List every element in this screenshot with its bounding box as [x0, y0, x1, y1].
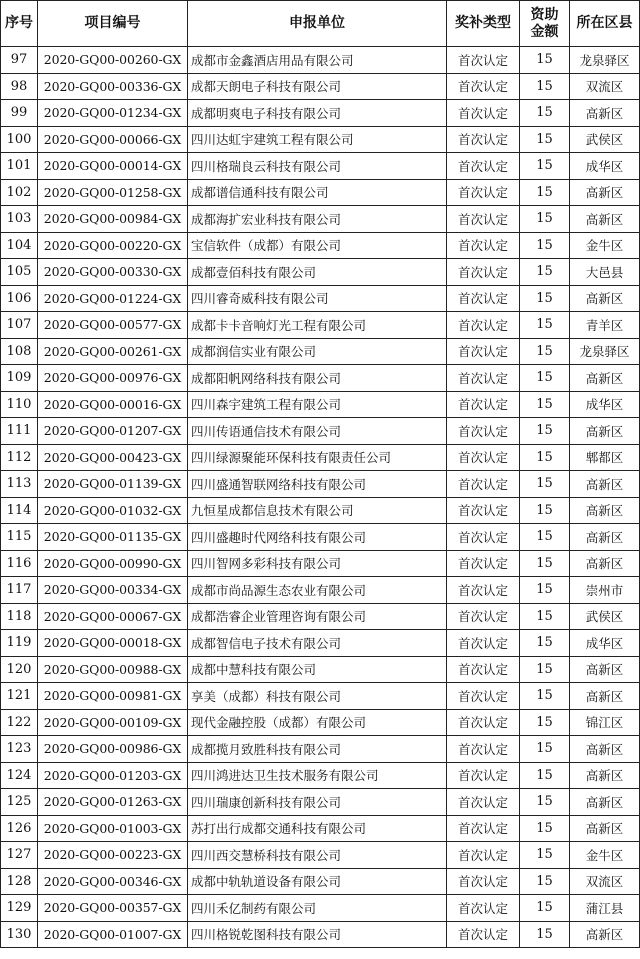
cell-amount: 15 [520, 842, 570, 869]
cell-district: 金牛区 [570, 232, 640, 259]
table-row [1, 47, 640, 74]
cell-code: 2020-GQ00-01007-GX [38, 921, 188, 948]
cell-type: 首次认定 [447, 842, 520, 869]
table-row [1, 921, 640, 948]
cell-no: 100 [1, 126, 38, 153]
cell-code: 2020-GQ00-01258-GX [38, 179, 188, 206]
cell-type: 首次认定 [447, 895, 520, 922]
cell-type: 首次认定 [447, 312, 520, 339]
cell-district: 高新区 [570, 206, 640, 233]
cell-type: 首次认定 [447, 259, 520, 286]
cell-amount: 15 [520, 312, 570, 339]
table-row [1, 153, 640, 180]
cell-unit: 成都天朗电子科技有限公司 [188, 73, 447, 100]
table-row [1, 444, 640, 471]
cell-type: 首次认定 [447, 232, 520, 259]
table-row [1, 815, 640, 842]
cell-code: 2020-GQ00-00260-GX [38, 47, 188, 74]
cell-district: 高新区 [570, 179, 640, 206]
cell-district: 大邑县 [570, 259, 640, 286]
cell-amount: 15 [520, 762, 570, 789]
cell-amount: 15 [520, 365, 570, 392]
cell-district: 金牛区 [570, 842, 640, 869]
cell-district: 高新区 [570, 656, 640, 683]
cell-district: 高新区 [570, 815, 640, 842]
header-amount [520, 1, 570, 47]
cell-type: 首次认定 [447, 365, 520, 392]
cell-no: 107 [1, 312, 38, 339]
cell-code: 2020-GQ00-00357-GX [38, 895, 188, 922]
cell-code: 2020-GQ00-00986-GX [38, 736, 188, 763]
cell-district: 武侯区 [570, 126, 640, 153]
cell-amount: 15 [520, 471, 570, 498]
cell-no: 113 [1, 471, 38, 498]
cell-district: 青羊区 [570, 312, 640, 339]
cell-code: 2020-GQ00-00577-GX [38, 312, 188, 339]
cell-amount: 15 [520, 338, 570, 365]
cell-no: 124 [1, 762, 38, 789]
cell-amount: 15 [520, 656, 570, 683]
cell-district: 高新区 [570, 285, 640, 312]
cell-amount: 15 [520, 391, 570, 418]
cell-code: 2020-GQ00-00018-GX [38, 630, 188, 657]
cell-code: 2020-GQ00-00423-GX [38, 444, 188, 471]
cell-amount: 15 [520, 100, 570, 127]
cell-code: 2020-GQ00-00014-GX [38, 153, 188, 180]
cell-amount: 15 [520, 444, 570, 471]
cell-district: 锦江区 [570, 709, 640, 736]
cell-no: 117 [1, 577, 38, 604]
cell-district: 高新区 [570, 365, 640, 392]
cell-district: 双流区 [570, 73, 640, 100]
table-row [1, 868, 640, 895]
cell-no: 97 [1, 47, 38, 74]
table-row [1, 895, 640, 922]
cell-district: 武侯区 [570, 603, 640, 630]
table-row [1, 577, 640, 604]
cell-no: 109 [1, 365, 38, 392]
cell-type: 首次认定 [447, 444, 520, 471]
table-row [1, 73, 640, 100]
cell-no: 118 [1, 603, 38, 630]
cell-unit: 四川传语通信技术有限公司 [188, 418, 447, 445]
cell-type: 首次认定 [447, 391, 520, 418]
cell-unit: 成都市金鑫酒店用品有限公司 [188, 47, 447, 74]
cell-unit: 享美（成都）科技有限公司 [188, 683, 447, 710]
header-amount-line2: 金额 [530, 23, 559, 40]
table-row [1, 789, 640, 816]
table-row [1, 842, 640, 869]
cell-code: 2020-GQ00-01234-GX [38, 100, 188, 127]
cell-no: 127 [1, 842, 38, 869]
cell-no: 128 [1, 868, 38, 895]
cell-no: 99 [1, 100, 38, 127]
cell-code: 2020-GQ00-00330-GX [38, 259, 188, 286]
cell-unit: 四川格锐乾图科技有限公司 [188, 921, 447, 948]
cell-type: 首次认定 [447, 603, 520, 630]
table-row [1, 365, 640, 392]
cell-code: 2020-GQ00-00016-GX [38, 391, 188, 418]
cell-code: 2020-GQ00-00988-GX [38, 656, 188, 683]
cell-unit: 成都浩睿企业管理咨询有限公司 [188, 603, 447, 630]
cell-district: 高新区 [570, 471, 640, 498]
table-row [1, 709, 640, 736]
cell-amount: 15 [520, 895, 570, 922]
cell-amount: 15 [520, 179, 570, 206]
cell-no: 105 [1, 259, 38, 286]
table-row [1, 418, 640, 445]
cell-amount: 15 [520, 259, 570, 286]
cell-unit: 四川瑞康创新科技有限公司 [188, 789, 447, 816]
cell-type: 首次认定 [447, 497, 520, 524]
cell-type: 首次认定 [447, 868, 520, 895]
cell-district: 龙泉驿区 [570, 47, 640, 74]
cell-type: 首次认定 [447, 815, 520, 842]
table-row [1, 656, 640, 683]
cell-unit: 成都市尚品源生态农业有限公司 [188, 577, 447, 604]
cell-code: 2020-GQ00-01032-GX [38, 497, 188, 524]
table-row [1, 312, 640, 339]
cell-code: 2020-GQ00-01263-GX [38, 789, 188, 816]
header-district: 所在区县 [570, 1, 640, 47]
cell-district: 成华区 [570, 391, 640, 418]
cell-type: 首次认定 [447, 285, 520, 312]
cell-no: 98 [1, 73, 38, 100]
cell-no: 103 [1, 206, 38, 233]
cell-amount: 15 [520, 868, 570, 895]
cell-district: 高新区 [570, 524, 640, 551]
table-row [1, 630, 640, 657]
cell-type: 首次认定 [447, 73, 520, 100]
cell-type: 首次认定 [447, 206, 520, 233]
table-row [1, 524, 640, 551]
table-row [1, 497, 640, 524]
cell-district: 高新区 [570, 921, 640, 948]
cell-amount: 15 [520, 206, 570, 233]
cell-unit: 成都润信实业有限公司 [188, 338, 447, 365]
cell-unit: 四川盛通智联网络科技有限公司 [188, 471, 447, 498]
cell-type: 首次认定 [447, 736, 520, 763]
cell-no: 111 [1, 418, 38, 445]
cell-district: 郫都区 [570, 444, 640, 471]
table-row [1, 550, 640, 577]
cell-district: 崇州市 [570, 577, 640, 604]
cell-type: 首次认定 [447, 577, 520, 604]
cell-unit: 四川智网多彩科技有限公司 [188, 550, 447, 577]
cell-no: 130 [1, 921, 38, 948]
cell-type: 首次认定 [447, 100, 520, 127]
cell-district: 蒲江县 [570, 895, 640, 922]
cell-amount: 15 [520, 709, 570, 736]
cell-code: 2020-GQ00-00066-GX [38, 126, 188, 153]
cell-no: 102 [1, 179, 38, 206]
cell-unit: 现代金融控股（成都）有限公司 [188, 709, 447, 736]
cell-code: 2020-GQ00-00261-GX [38, 338, 188, 365]
header-type: 奖补类型 [447, 1, 520, 47]
header-no: 序号 [1, 1, 38, 47]
cell-unit: 苏打出行成都交通科技有限公司 [188, 815, 447, 842]
table-row [1, 736, 640, 763]
cell-no: 106 [1, 285, 38, 312]
cell-unit: 成都明爽电子科技有限公司 [188, 100, 447, 127]
cell-type: 首次认定 [447, 656, 520, 683]
cell-no: 125 [1, 789, 38, 816]
cell-type: 首次认定 [447, 921, 520, 948]
table-row [1, 338, 640, 365]
table-row [1, 391, 640, 418]
table-body [1, 47, 640, 948]
cell-no: 115 [1, 524, 38, 551]
cell-no: 121 [1, 683, 38, 710]
cell-amount: 15 [520, 524, 570, 551]
cell-no: 112 [1, 444, 38, 471]
table-row [1, 285, 640, 312]
cell-type: 首次认定 [447, 338, 520, 365]
cell-code: 2020-GQ00-00223-GX [38, 842, 188, 869]
cell-amount: 15 [520, 550, 570, 577]
cell-unit: 九恒星成都信息技术有限公司 [188, 497, 447, 524]
cell-unit: 四川西交慧桥科技有限公司 [188, 842, 447, 869]
header-row [1, 1, 640, 47]
cell-type: 首次认定 [447, 153, 520, 180]
cell-district: 高新区 [570, 789, 640, 816]
cell-unit: 四川达虹宇建筑工程有限公司 [188, 126, 447, 153]
cell-unit: 成都阳帆网络科技有限公司 [188, 365, 447, 392]
cell-code: 2020-GQ00-01203-GX [38, 762, 188, 789]
cell-district: 高新区 [570, 418, 640, 445]
table-row [1, 126, 640, 153]
cell-type: 首次认定 [447, 47, 520, 74]
cell-amount: 15 [520, 815, 570, 842]
cell-type: 首次认定 [447, 179, 520, 206]
table-row [1, 471, 640, 498]
cell-unit: 成都壹佰科技有限公司 [188, 259, 447, 286]
cell-type: 首次认定 [447, 789, 520, 816]
cell-code: 2020-GQ00-00067-GX [38, 603, 188, 630]
table-header [1, 1, 640, 47]
cell-code: 2020-GQ00-00109-GX [38, 709, 188, 736]
cell-code: 2020-GQ00-01135-GX [38, 524, 188, 551]
cell-unit: 四川鸿进达卫生技术服务有限公司 [188, 762, 447, 789]
cell-code: 2020-GQ00-00976-GX [38, 365, 188, 392]
cell-amount: 15 [520, 789, 570, 816]
cell-amount: 15 [520, 285, 570, 312]
cell-code: 2020-GQ00-01224-GX [38, 285, 188, 312]
cell-amount: 15 [520, 418, 570, 445]
cell-district: 高新区 [570, 550, 640, 577]
cell-code: 2020-GQ00-01139-GX [38, 471, 188, 498]
cell-no: 126 [1, 815, 38, 842]
cell-amount: 15 [520, 73, 570, 100]
cell-amount: 15 [520, 232, 570, 259]
cell-unit: 四川森宇建筑工程有限公司 [188, 391, 447, 418]
cell-code: 2020-GQ00-00336-GX [38, 73, 188, 100]
table-row [1, 179, 640, 206]
cell-district: 高新区 [570, 736, 640, 763]
cell-no: 129 [1, 895, 38, 922]
cell-no: 122 [1, 709, 38, 736]
table-row [1, 206, 640, 233]
cell-amount: 15 [520, 630, 570, 657]
cell-no: 114 [1, 497, 38, 524]
table-row [1, 232, 640, 259]
cell-type: 首次认定 [447, 418, 520, 445]
cell-amount: 15 [520, 47, 570, 74]
cell-type: 首次认定 [447, 550, 520, 577]
cell-no: 116 [1, 550, 38, 577]
table-row [1, 683, 640, 710]
cell-no: 123 [1, 736, 38, 763]
cell-no: 104 [1, 232, 38, 259]
cell-code: 2020-GQ00-01003-GX [38, 815, 188, 842]
cell-district: 高新区 [570, 683, 640, 710]
cell-amount: 15 [520, 577, 570, 604]
cell-unit: 宝信软件（成都）有限公司 [188, 232, 447, 259]
cell-code: 2020-GQ00-00334-GX [38, 577, 188, 604]
cell-unit: 四川格瑞良云科技有限公司 [188, 153, 447, 180]
cell-unit: 四川禾亿制药有限公司 [188, 895, 447, 922]
cell-type: 首次认定 [447, 762, 520, 789]
cell-amount: 15 [520, 603, 570, 630]
cell-amount: 15 [520, 921, 570, 948]
cell-code: 2020-GQ00-00220-GX [38, 232, 188, 259]
cell-district: 双流区 [570, 868, 640, 895]
cell-amount: 15 [520, 153, 570, 180]
cell-unit: 成都中慧科技有限公司 [188, 656, 447, 683]
cell-type: 首次认定 [447, 126, 520, 153]
cell-district: 高新区 [570, 100, 640, 127]
table-row [1, 100, 640, 127]
table-row [1, 603, 640, 630]
cell-code: 2020-GQ00-00981-GX [38, 683, 188, 710]
cell-amount: 15 [520, 736, 570, 763]
cell-code: 2020-GQ00-00984-GX [38, 206, 188, 233]
cell-type: 首次认定 [447, 630, 520, 657]
cell-district: 高新区 [570, 762, 640, 789]
cell-type: 首次认定 [447, 683, 520, 710]
cell-unit: 四川睿奇威科技有限公司 [188, 285, 447, 312]
cell-unit: 成都智信电子技术有限公司 [188, 630, 447, 657]
cell-unit: 四川盛趣时代网络科技有限公司 [188, 524, 447, 551]
cell-unit: 成都揽月致胜科技有限公司 [188, 736, 447, 763]
cell-unit: 四川绿源聚能环保科技有限责任公司 [188, 444, 447, 471]
cell-district: 成华区 [570, 153, 640, 180]
cell-no: 101 [1, 153, 38, 180]
cell-unit: 成都卡卡音响灯光工程有限公司 [188, 312, 447, 339]
header-unit: 申报单位 [188, 1, 447, 47]
cell-unit: 成都海扩宏业科技有限公司 [188, 206, 447, 233]
cell-type: 首次认定 [447, 471, 520, 498]
cell-district: 高新区 [570, 497, 640, 524]
cell-no: 119 [1, 630, 38, 657]
cell-unit: 成都中轨轨道设备有限公司 [188, 868, 447, 895]
cell-code: 2020-GQ00-01207-GX [38, 418, 188, 445]
cell-no: 120 [1, 656, 38, 683]
cell-amount: 15 [520, 126, 570, 153]
cell-type: 首次认定 [447, 709, 520, 736]
cell-district: 龙泉驿区 [570, 338, 640, 365]
header-amount-line1: 资助 [530, 6, 559, 23]
cell-district: 成华区 [570, 630, 640, 657]
cell-code: 2020-GQ00-00346-GX [38, 868, 188, 895]
cell-no: 110 [1, 391, 38, 418]
cell-no: 108 [1, 338, 38, 365]
cell-amount: 15 [520, 683, 570, 710]
table-row [1, 762, 640, 789]
cell-code: 2020-GQ00-00990-GX [38, 550, 188, 577]
table-row [1, 259, 640, 286]
cell-unit: 成都谱信通科技有限公司 [188, 179, 447, 206]
cell-type: 首次认定 [447, 524, 520, 551]
header-code: 项目编号 [38, 1, 188, 47]
cell-amount: 15 [520, 497, 570, 524]
